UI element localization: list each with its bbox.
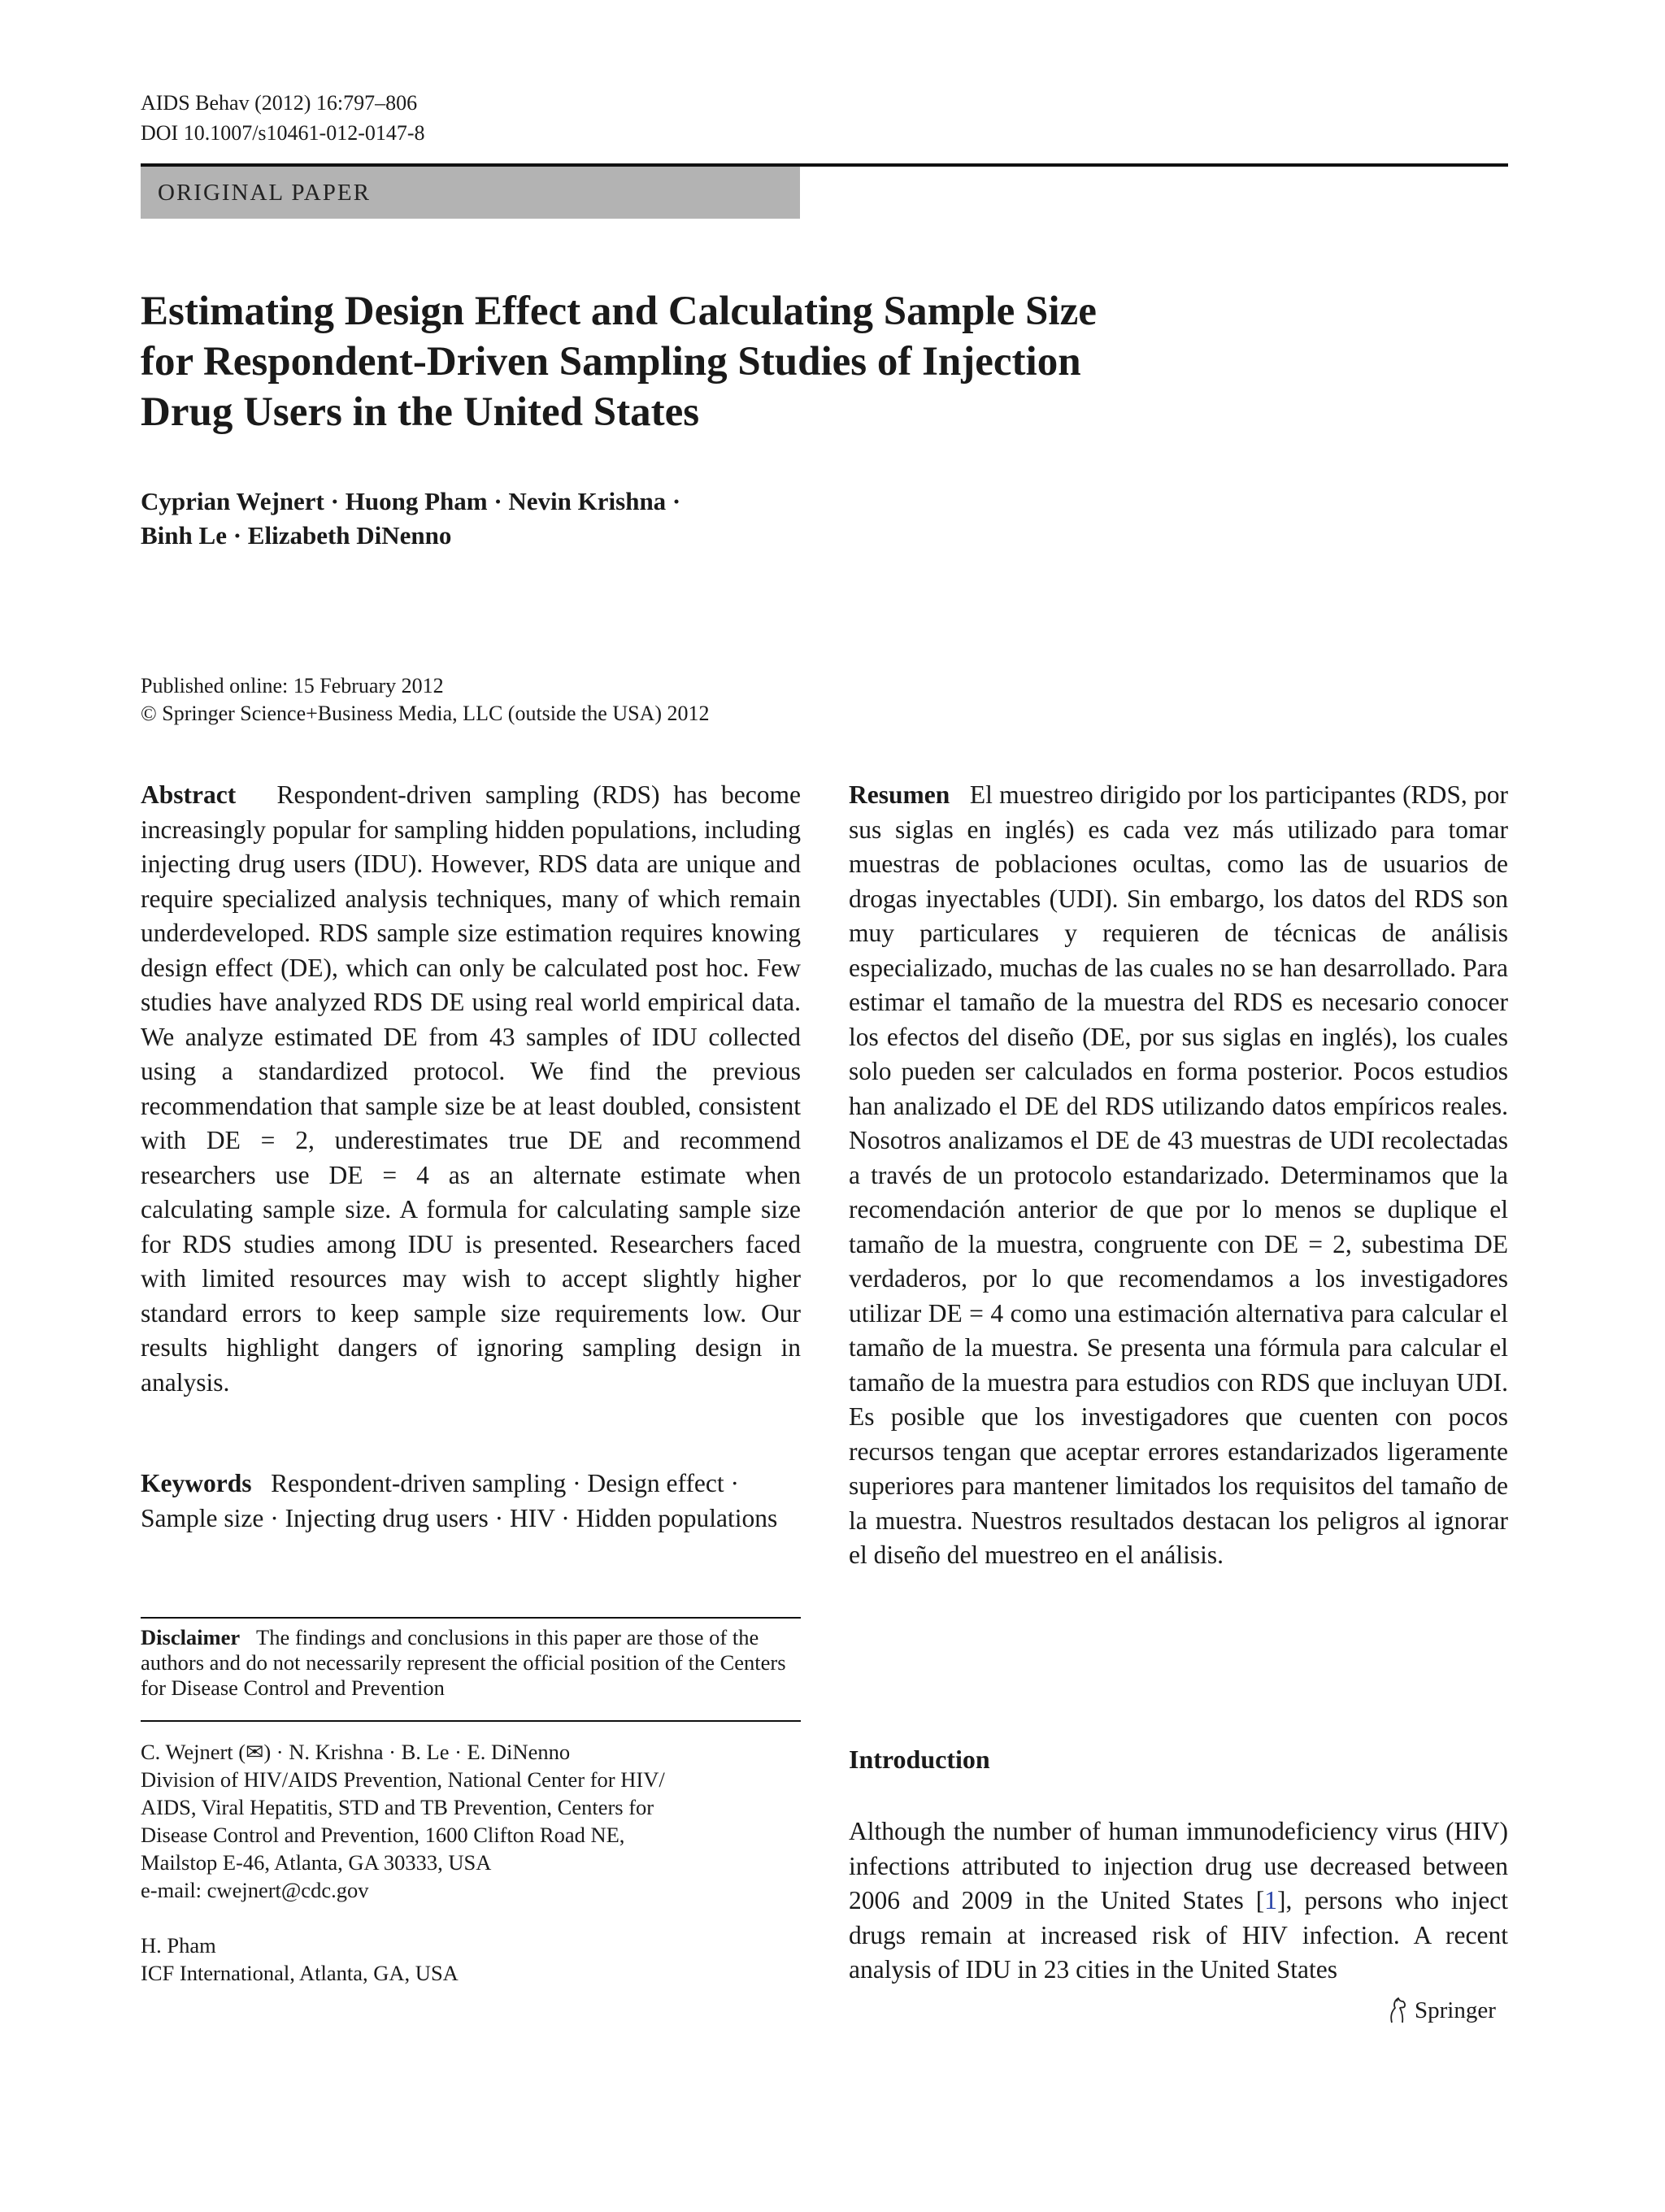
springer-horse-icon bbox=[1387, 1997, 1408, 2024]
title-line: for Respondent-Driven Sampling Studies of Injection bbox=[141, 339, 1081, 385]
resumen-text: El muestreo dirigido por los participantes (RDS, por sus siglas en inglés) es cada vez más utilizado para tomar muestras de poblaciones ocultas, como las de usuarios de drogas inyectables (UDI). Sin embargo, los datos del RDS son muy particulares y requieren de técnicas de análisis especializado, muchas de las cuales no se han desarrollado. Para estimar el tamaño de la muestra del RDS es necesario conocer los efectos del diseño (DE, por sus siglas en inglés), los cuales solo pueden ser calculados en forma posterior. Pocos estudios han analizado el DE del RDS utilizando datos empíricos reales. Nosotros analizamos el DE de 43 muestras de UDI recolectadas a través de un protocolo estandarizado. Determinamos que la recomendación anterior de que por lo menos se duplique el tamaño de la muestra, congruente con DE = 2, subestima DE verdaderos, por lo que recomendamos a los investigadores utilizar DE = 4 como una estimación alternativa para calcular el tamaño de la muestra. Se presenta una fórmula para calcular el tamaño de la muestra para estudios con RDS que incluyan UDI. Es posible que los investigadores que cuenten con pocos recursos tengan que aceptar errores estandarizados ligeramente superiores para mantener limitados los requisitos del tamaño de la muestra. Nuestros resultados destacan los peligros al ignorar el diseño del muestreo en el análisis. bbox=[849, 780, 1508, 1569]
abstract-label: Abstract bbox=[141, 780, 237, 809]
keywords bbox=[141, 1467, 801, 1536]
article-type-banner: ORIGINAL PAPER bbox=[141, 167, 800, 219]
introduction-text bbox=[849, 1814, 1508, 1988]
author-affiliations bbox=[141, 1738, 801, 1987]
abstract-text: Respondent-driven sampling (RDS) has become increasingly popular for sampling hidden populations, including injecting drug users (IDU). However, RDS data are unique and require specialized analysis techniques, many of which remain underdeveloped. RDS sample size estimation requires knowing design effect (DE), which can only be calculated post hoc. Few studies have analyzed RDS DE using real world empirical data. We analyze estimated DE from 43 samples of IDU collected using a standardized protocol. We find the previous recommendation that sample size be at least doubled, consistent with DE = 2, underestimates true DE and recommend researchers use DE = 4 as an alternate estimate when calculating sample size. A formula for calculating sample size for RDS studies among IDU is presented. Researchers faced with limited resources may wish to accept slightly higher standard errors to keep sample size requirements low. Our results highlight dangers of ignoring sampling design in analysis. bbox=[141, 780, 801, 1397]
journal-line: AIDS Behav (2012) 16:797–806 bbox=[141, 91, 418, 115]
abstract bbox=[141, 778, 801, 1400]
resumen bbox=[849, 778, 1508, 1573]
keywords-text: Respondent-driven sampling · Design effect · Sample size · Injecting drug users · HIV · Hidden populations bbox=[141, 1469, 778, 1532]
title-line: Estimating Design Effect and Calculating Sample Size bbox=[141, 289, 1097, 334]
disclaimer-label: Disclaimer bbox=[141, 1625, 241, 1649]
affiliation-line: Mailstop E-46, Atlanta, GA 30333, USA bbox=[141, 1850, 492, 1875]
disclaimer-text: The findings and conclusions in this paper are those of the authors and do not necessarily represent the official position of the Centers for Disease Control and Prevention bbox=[141, 1625, 786, 1700]
affiliation-line: ICF International, Atlanta, GA, USA bbox=[141, 1961, 459, 1985]
divider bbox=[141, 1617, 801, 1619]
keywords-label: Keywords bbox=[141, 1469, 252, 1497]
affiliation-line: AIDS, Viral Hepatitis, STD and TB Prevention, Centers for bbox=[141, 1795, 654, 1819]
paper-title bbox=[141, 286, 1360, 437]
publication-info bbox=[141, 672, 710, 728]
publisher-name: Springer bbox=[1415, 1997, 1496, 2023]
doi-line: DOI 10.1007/s10461-012-0147-8 bbox=[141, 121, 425, 145]
author-line: Binh Le · Elizabeth DiNenno bbox=[141, 521, 452, 550]
affiliation-line: Division of HIV/AIDS Prevention, National Center for HIV/ bbox=[141, 1767, 665, 1792]
spacer bbox=[141, 1904, 801, 1932]
affiliation-line: H. Pham bbox=[141, 1933, 216, 1958]
resumen-label: Resumen bbox=[849, 780, 950, 809]
author-list bbox=[141, 485, 1035, 553]
title-line: Drug Users in the United States bbox=[141, 389, 700, 435]
intro-text-part: Although the number of human immunodeficiency virus (HIV) infections attributed to injection drug use decreased between 2006 and 2009 in the United States [ bbox=[849, 1817, 1508, 1914]
email-line[interactable]: e-mail: cwejnert@cdc.gov bbox=[141, 1878, 369, 1902]
journal-citation bbox=[141, 88, 425, 148]
disclaimer bbox=[141, 1625, 801, 1701]
affiliation-line: Disease Control and Prevention, 1600 Clifton Road NE, bbox=[141, 1823, 625, 1847]
intro-text-part: ], persons who inject drugs remain at increased risk of HIV infection. A recent analysis of IDU in 23 cities in the United States bbox=[849, 1886, 1508, 1984]
author-line: Cyprian Wejnert · Huong Pham · Nevin Krishna · bbox=[141, 487, 681, 515]
divider bbox=[141, 1720, 801, 1722]
affiliation-line: C. Wejnert (✉) · N. Krishna · B. Le · E. DiNenno bbox=[141, 1740, 571, 1764]
published-date: Published online: 15 February 2012 bbox=[141, 674, 444, 697]
copyright-line: © Springer Science+Business Media, LLC (outside the USA) 2012 bbox=[141, 702, 710, 725]
section-heading-introduction: Introduction bbox=[849, 1745, 990, 1774]
citation-link[interactable]: 1 bbox=[1264, 1886, 1278, 1914]
publisher-logo bbox=[1387, 1994, 1496, 2027]
